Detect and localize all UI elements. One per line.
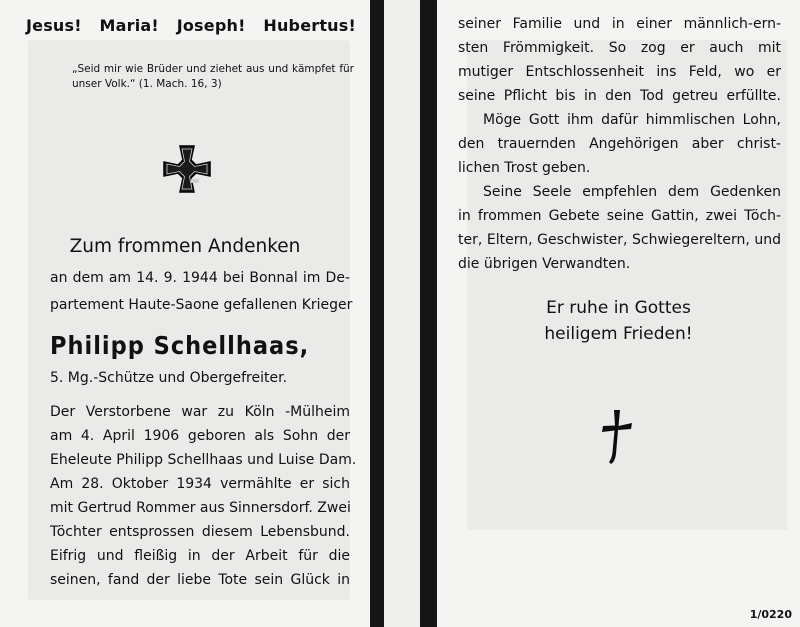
header-word: Maria! [99,16,159,35]
rank-line: 5. Mg.-Schütze und Obergefreiter. [50,370,288,386]
scan-gap [384,0,420,627]
text-line: in frommen Gebete seine Gattin, zwei Töch- [458,208,781,224]
biography-line: mit Gertrud Rommer aus Sinnersdorf. Zwei [50,500,351,516]
text-line: die übrigen Verwandten. [458,256,631,272]
text-line: den trauernden Angehörigen aber christ- [458,136,781,152]
header-invocation [26,16,356,35]
right-page [437,0,800,627]
biography-line: Töchter entsprossen diesem Lebensbund. [50,524,350,540]
left-page [0,0,370,627]
text-line: lichen Trost geben. [458,160,591,176]
deceased-name: Philipp Schellhaas, [50,331,310,360]
bible-motto: „Seid mir wie Brüder und ziehet aus und kämpfet für unser Volk.“ (1. Mach. 16, 3) [72,63,354,90]
intro-line: an dem am 14. 9. 1944 bei Bonnal im De- [50,270,350,286]
closing-line: heiligem Frieden! [544,324,693,344]
header-word: Joseph! [176,16,246,35]
header-word: Hubertus! [263,16,356,35]
biography-line: Der Verstorbene war zu Köln -Mülheim [50,404,350,420]
text-line: ter, Eltern, Geschwister, Schwiegereltern, und [458,232,781,248]
text-line: Seine Seele empfehlen dem Gedenken [483,184,781,200]
archive-number: 1/0220 [749,608,792,621]
text-line: Möge Gott ihm dafür himmlischen Lohn, [483,112,781,128]
latin-cross-icon [600,408,634,466]
closing-line: Er ruhe in Gottes [546,298,691,318]
biography-line: Am 28. Oktober 1934 vermählte er sich [50,476,350,492]
text-line: seiner Familie und in einer männlich-ern- [458,16,781,32]
header-word: Jesus! [26,16,82,35]
faded-background-image [28,40,357,600]
scan-border [370,0,384,627]
biography-line: seinen, fand der liebe Tote sein Glück in [50,572,350,588]
intro-line: partement Haute-Saone gefallenen Krieger [50,297,353,313]
text-line: sten Frömmigkeit. So zog er auch mit [458,40,781,56]
text-line: mutiger Entschlossenheit ins Feld, wo er [458,64,781,80]
memorial-heading: Zum frommen Andenken [69,236,301,257]
biography-line: Eifrig und fleißig in der Arbeit für die [50,548,350,564]
biography-line: am 4. April 1906 geboren als Sohn der [50,428,350,444]
text-line: seine Pflicht bis in den Tod getreu erfüllte. [458,88,781,104]
scan-border [420,0,437,627]
biography-line: Eheleute Philipp Schellhaas und Luise Dam. [50,452,357,468]
iron-cross-icon [162,144,212,194]
